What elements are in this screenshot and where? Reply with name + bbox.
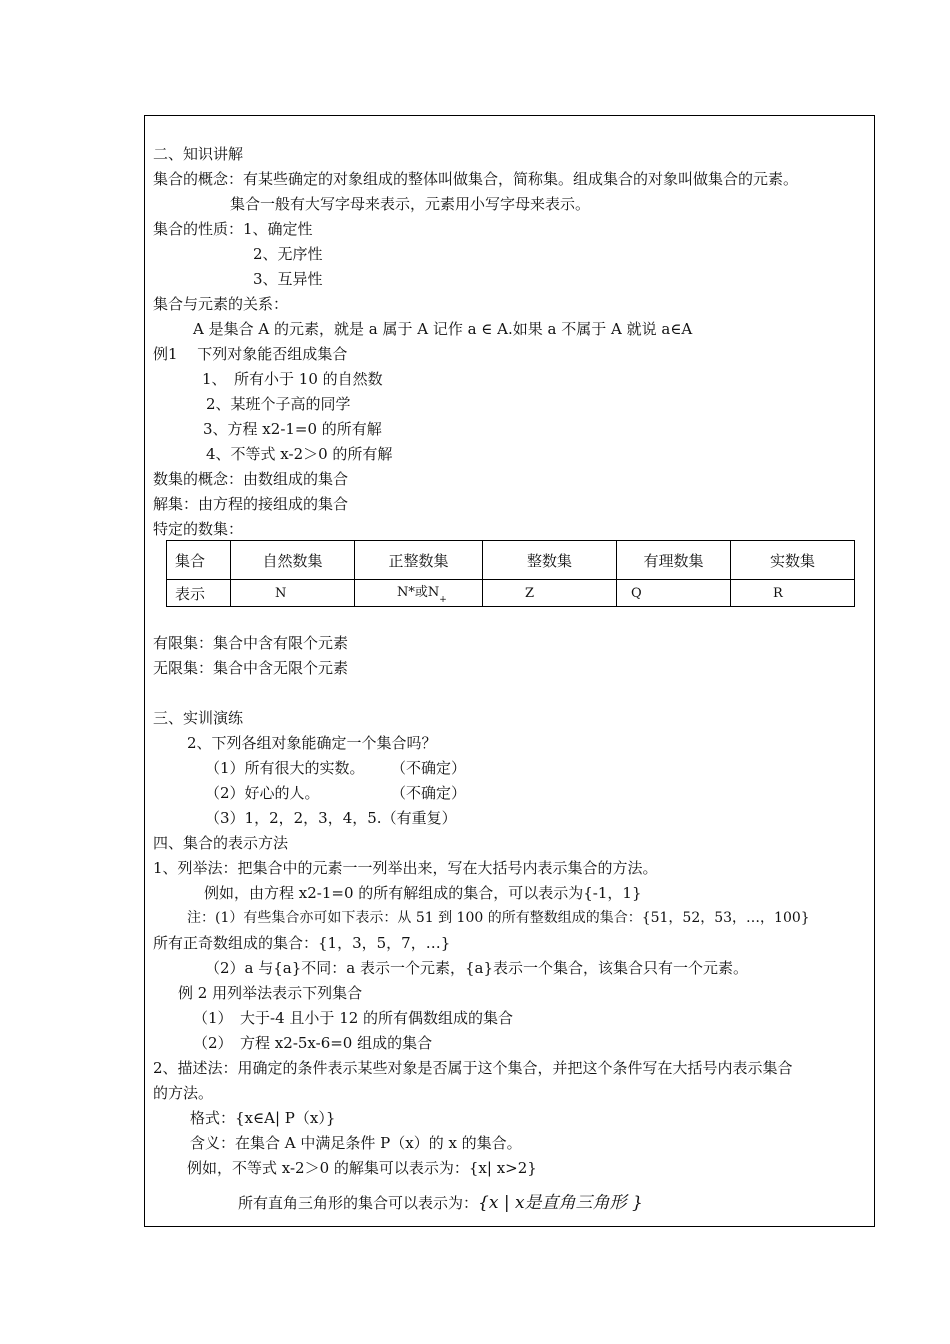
relation-text: A 是集合 A 的元素，就是 a 属于 A 记作 a ∈ A.如果 a 不属于 A 就说 a∈A <box>193 320 693 338</box>
example-1-item: 2、某班个子高的同学 <box>206 395 351 413</box>
section-4-title: 四、集合的表示方法 <box>153 834 289 852</box>
practice-answer-3: （3）1，2，2，3，4，5.（有重复） <box>205 809 457 827</box>
example-2-title: 例 2 用列举法表示下列集合 <box>178 984 363 1002</box>
note-1-continued: 所有正奇数组成的集合：{1，3，5，7，…} <box>153 934 451 952</box>
solution-set-concept: 解集：由方程的接组成的集合 <box>153 495 349 513</box>
table-header-cell: 实数集 <box>731 541 855 580</box>
set-property-1: 集合的性质：1、确定性 <box>153 220 313 238</box>
subscript-plus: + <box>439 595 447 605</box>
example-2-item-2: （2） 方程 x2-5x-6=0 组成的集合 <box>193 1034 433 1052</box>
table-header-cell: 整数集 <box>483 541 617 580</box>
enumeration-method: 1、列举法：把集合中的元素一一列举出来，写在大括号内表示集合的方法。 <box>153 859 658 877</box>
example-2-item-1: （1） 大于-4 且小于 12 的所有偶数组成的集合 <box>193 1009 514 1027</box>
table-cell <box>355 580 483 607</box>
finite-set-definition: 有限集：集合中含有限个元素 <box>153 634 349 652</box>
description-meaning: 含义：在集合 A 中满足条件 P（x）的 x 的集合。 <box>190 1134 522 1152</box>
relation-title: 集合与元素的关系： <box>153 295 289 313</box>
example-1-item: 3、方程 x2-1=0 的所有解 <box>203 420 382 438</box>
table-cell: N <box>231 580 355 607</box>
example-1-title: 例1 下列对象能否组成集合 <box>153 345 348 363</box>
table-cell: Z <box>483 580 617 607</box>
section-2-title: 二、知识讲解 <box>153 145 244 163</box>
infinite-set-definition: 无限集：集合中含无限个元素 <box>153 659 349 677</box>
description-format: 格式：{x∈A| P（x）} <box>190 1109 336 1127</box>
note-1: 注：(1）有些集合亦可如下表示：从 51 到 100 的所有整数组成的集合：{51，52，53，…，100} <box>187 910 810 926</box>
table-cell: R <box>731 580 855 607</box>
table-header-cell: 集合 <box>167 541 231 580</box>
practice-answer-1-note: （不确定） <box>391 759 467 777</box>
practice-answer-1: （1）所有很大的实数。 <box>205 759 365 777</box>
example-1-item: 1、 所有小于 10 的自然数 <box>202 370 383 388</box>
set-concept-line-1: 集合的概念：有某些确定的对象组成的整体叫做集合，简称集。组成集合的对象叫做集合的元素。 <box>153 170 799 188</box>
inequality-example: 例如，不等式 x-2＞0 的解集可以表示为：{x| x>2} <box>187 1159 537 1177</box>
set-property-2: 2、无序性 <box>253 245 323 263</box>
right-triangle-set-notation: {x | x是直角三角形 } <box>478 1193 643 1213</box>
note-2: （2）a 与{a}不同：a 表示一个元素，{a}表示一个集合，该集合只有一个元素。 <box>205 959 749 977</box>
number-set-concept: 数集的概念：由数组成的集合 <box>153 470 349 488</box>
enumeration-example: 例如，由方程 x2-1=0 的所有解组成的集合，可以表示为{-1，1} <box>204 884 642 902</box>
example-1-item: 4、不等式 x-2＞0 的所有解 <box>206 445 393 463</box>
right-triangle-example-prefix: 所有直角三角形的集合可以表示为： <box>238 1194 479 1212</box>
description-method: 2、描述法：用确定的条件表示某些对象是否属于这个集合，并把这个条件写在大括号内表示集合 <box>153 1059 793 1077</box>
table-header-cell: 正整数集 <box>355 541 483 580</box>
practice-answer-2: （2）好心的人。 <box>205 784 320 802</box>
right-triangle-example <box>238 1193 643 1213</box>
table-row <box>167 580 855 607</box>
practice-answer-2-note: （不确定） <box>391 784 467 802</box>
set-property-3: 3、互异性 <box>253 270 323 288</box>
positive-integer-symbol: N*或N <box>397 585 440 600</box>
section-3-title: 三、实训演练 <box>153 709 244 727</box>
practice-question: 2、下列各组对象能确定一个集合吗？ <box>187 734 437 752</box>
table-header-cell: 有理数集 <box>617 541 731 580</box>
special-number-sets-label: 特定的数集： <box>153 520 244 538</box>
number-sets-table <box>166 540 855 607</box>
description-method-continued: 的方法。 <box>153 1084 214 1102</box>
set-concept-line-2: 集合一般有大写字母来表示，元素用小写字母来表示。 <box>230 195 591 213</box>
table-cell: 表示 <box>167 580 231 607</box>
table-cell: Q <box>617 580 731 607</box>
table-header-row <box>167 541 855 580</box>
table-header-cell: 自然数集 <box>231 541 355 580</box>
